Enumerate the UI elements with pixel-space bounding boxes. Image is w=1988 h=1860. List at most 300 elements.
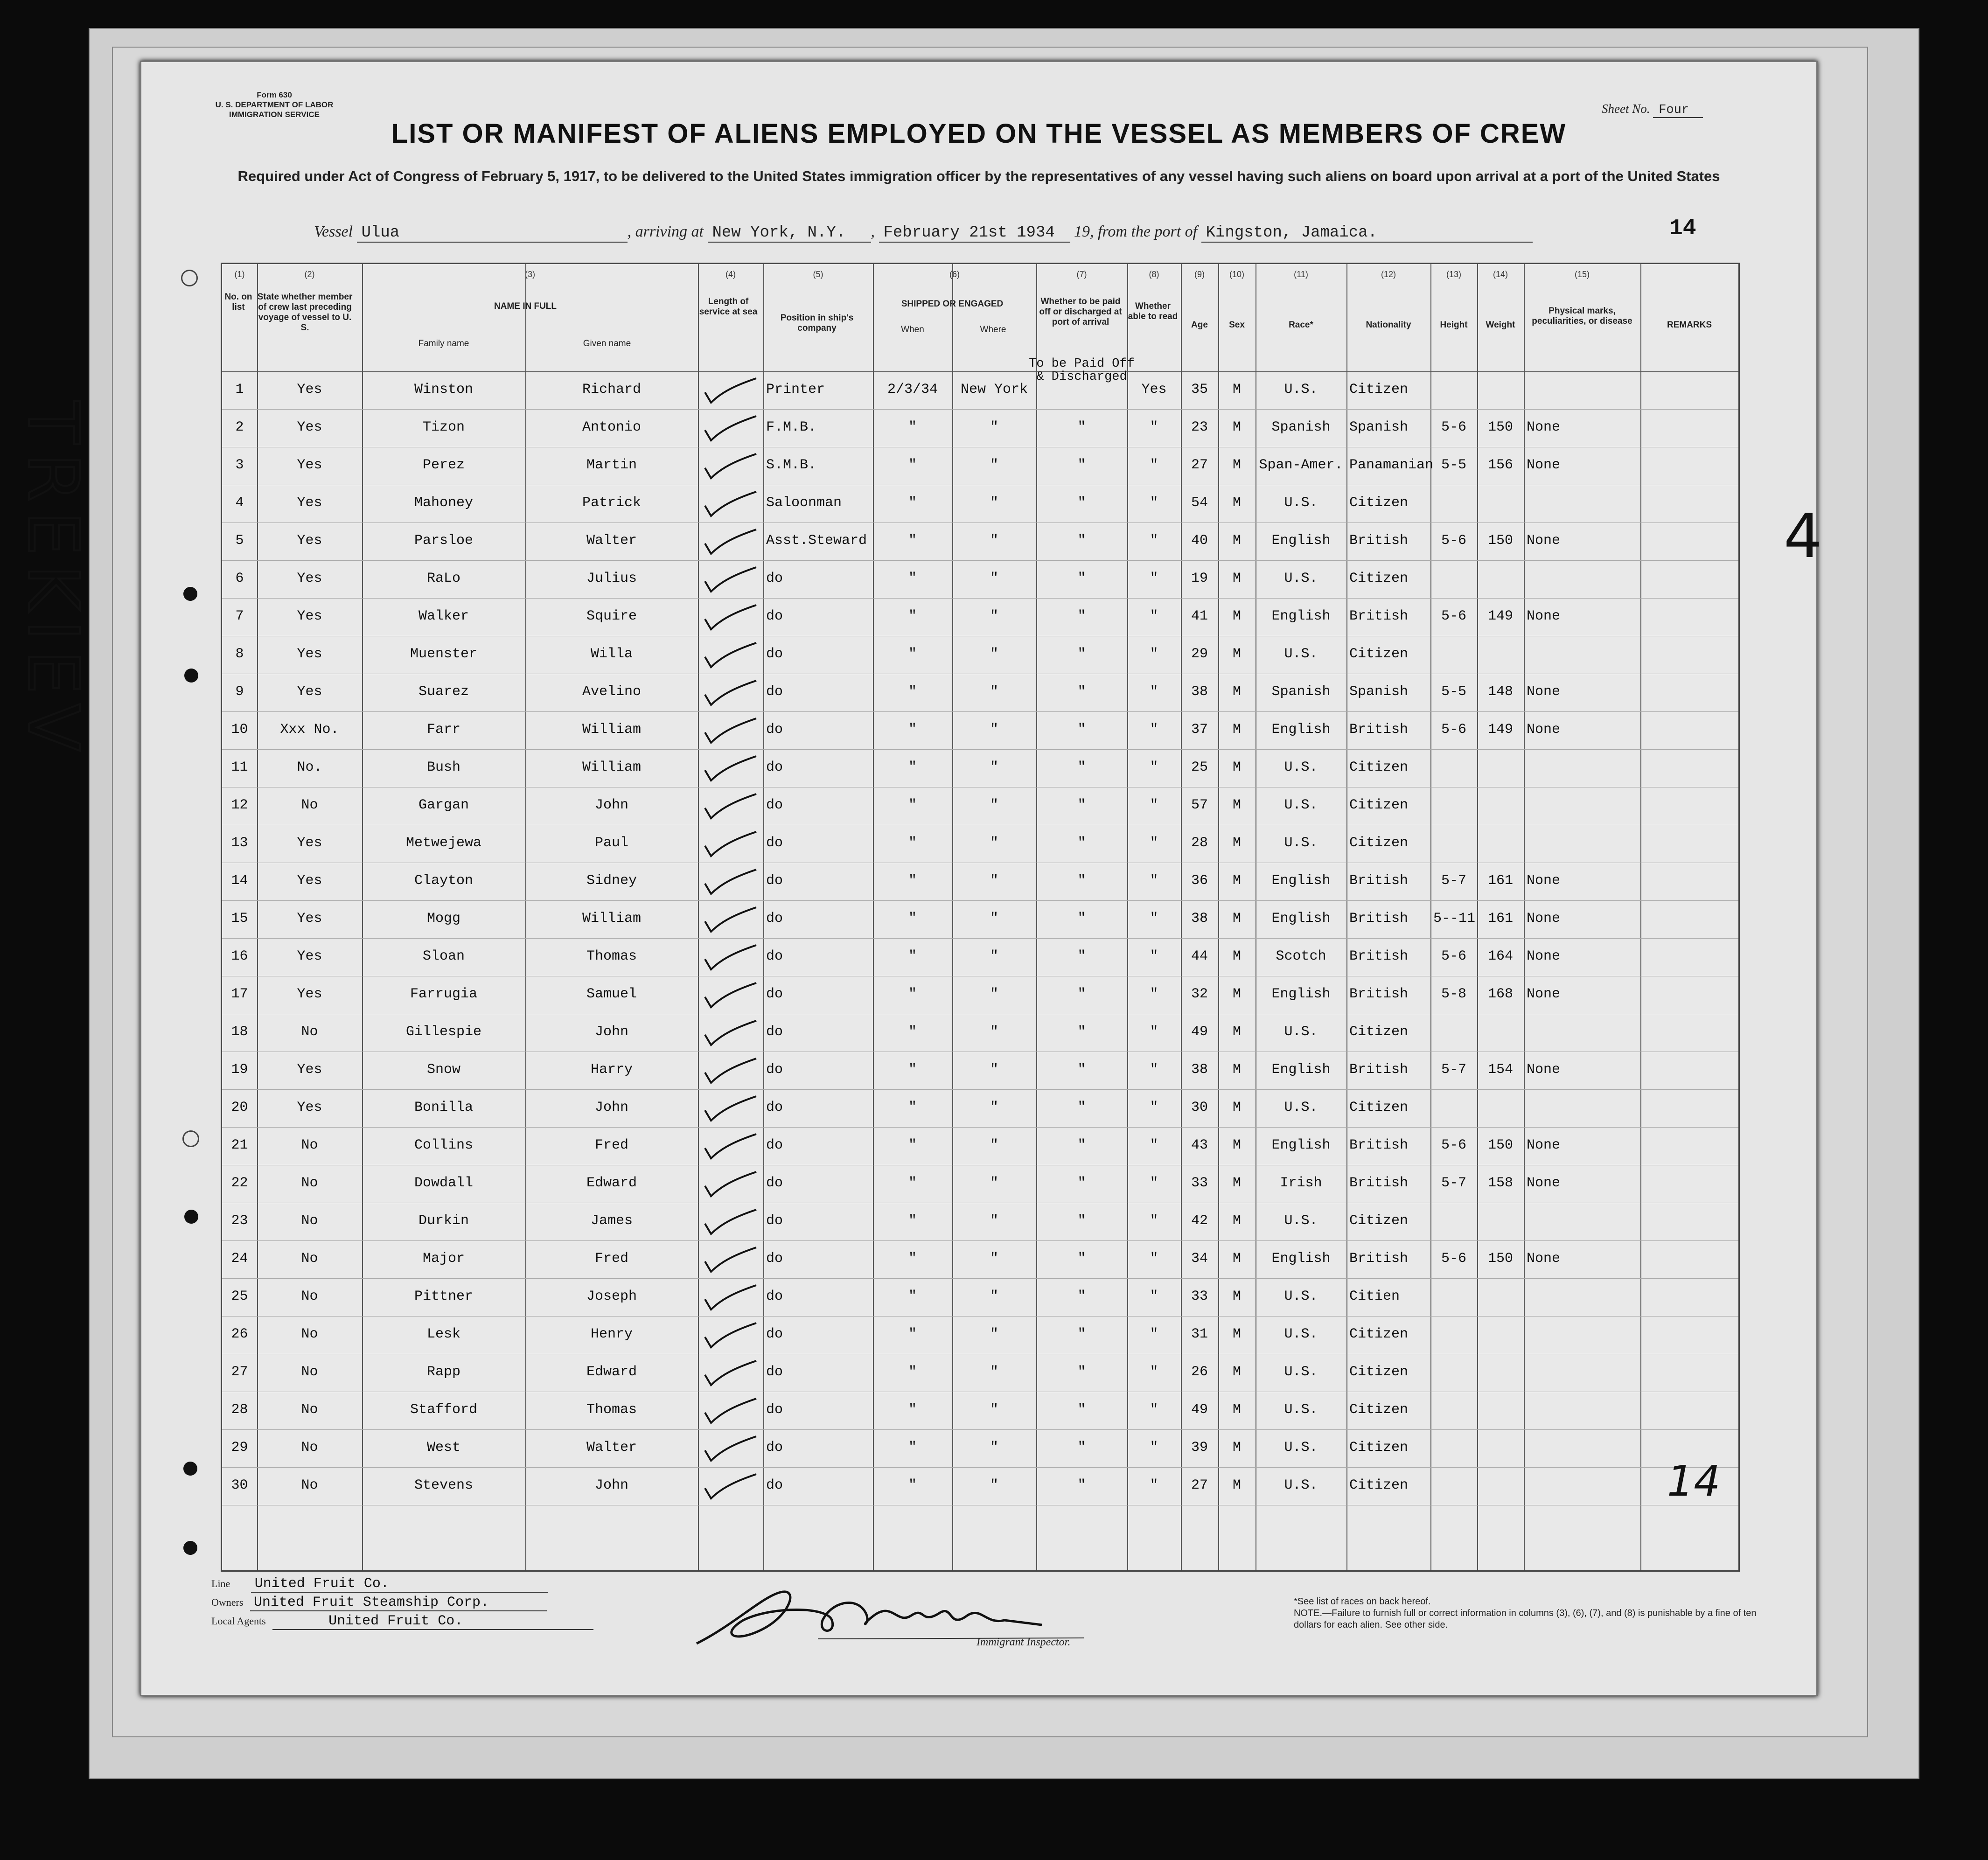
shipped-when-cell: " <box>908 911 917 927</box>
col-given-header: Given name <box>583 339 631 348</box>
sex-cell: M <box>1232 797 1241 813</box>
family-name-cell: Collins <box>414 1137 474 1153</box>
prev-voyage-cell: No <box>301 1137 318 1153</box>
family-name-cell: Dowdall <box>414 1175 474 1191</box>
shipped-where-cell: " <box>990 986 998 1002</box>
position-cell: do <box>766 1364 783 1380</box>
inspector-label: Immigrant Inspector. <box>977 1636 1071 1648</box>
age-cell: 29 <box>1191 646 1208 662</box>
column-number: (12) <box>1381 270 1396 279</box>
paid-off-cell: " <box>1077 608 1086 624</box>
race-cell: English <box>1271 533 1331 549</box>
row-divider <box>222 1429 1738 1430</box>
given-name-cell: William <box>582 759 642 775</box>
paid-off-cell: " <box>1077 1477 1086 1493</box>
given-name-cell: John <box>594 1024 628 1040</box>
age-cell: 34 <box>1191 1251 1208 1267</box>
row-number: 3 <box>235 457 244 473</box>
shipped-where-cell: " <box>990 911 998 927</box>
row-number: 27 <box>231 1364 248 1380</box>
row-divider <box>222 1278 1738 1279</box>
checkmark-icon <box>698 1318 759 1351</box>
shipped-when-cell: " <box>908 646 917 662</box>
shipped-where-cell: " <box>990 533 998 549</box>
shipped-when-cell: " <box>908 1364 917 1380</box>
margin-number: 4 <box>1784 501 1822 571</box>
physical-marks-cell: None <box>1527 911 1561 927</box>
physical-marks-cell: None <box>1527 533 1561 549</box>
race-cell: English <box>1271 1062 1331 1078</box>
column-divider <box>257 264 258 1570</box>
prev-voyage-cell: Yes <box>297 533 322 549</box>
sex-cell: M <box>1232 571 1241 586</box>
race-cell: Span-Amer. <box>1259 457 1343 473</box>
able-to-read-cell: " <box>1150 1477 1158 1493</box>
column-divider <box>952 264 953 1570</box>
nationality-cell: Citizen <box>1349 1364 1409 1380</box>
race-cell: U.S. <box>1284 1024 1318 1040</box>
shipped-where-cell: " <box>990 873 998 889</box>
family-name-cell: Pittner <box>414 1289 474 1304</box>
nationality-cell: Citizen <box>1349 646 1409 662</box>
sex-cell: M <box>1232 986 1241 1002</box>
physical-marks-cell: None <box>1527 1062 1561 1078</box>
race-cell: English <box>1271 1137 1331 1153</box>
checkmark-icon <box>698 1470 759 1502</box>
column-divider <box>1218 264 1219 1570</box>
prev-voyage-cell: Xxx No. <box>280 722 339 738</box>
nationality-cell: Citien <box>1349 1289 1400 1304</box>
able-to-read-cell: " <box>1150 457 1158 473</box>
position-cell: do <box>766 948 783 964</box>
able-to-read-cell: " <box>1150 533 1158 549</box>
row-divider <box>222 1089 1738 1090</box>
age-cell: 23 <box>1191 419 1208 435</box>
shipped-where-cell: " <box>990 419 998 435</box>
prev-voyage-cell: Yes <box>297 1062 322 1078</box>
shipped-when-cell: " <box>908 1326 917 1342</box>
paid-off-cell: " <box>1077 1251 1086 1267</box>
prev-voyage-cell: No. <box>297 759 322 775</box>
given-name-cell: Harry <box>590 1062 633 1078</box>
given-name-cell: John <box>594 1477 628 1493</box>
position-cell: do <box>766 684 783 700</box>
nationality-cell: British <box>1349 1251 1409 1267</box>
paid-off-cell: " <box>1077 1062 1086 1078</box>
row-number: 23 <box>231 1213 248 1229</box>
punch-hole <box>182 1130 199 1147</box>
able-to-read-cell: " <box>1150 1289 1158 1304</box>
age-cell: 57 <box>1191 797 1208 813</box>
column-number: (8) <box>1149 270 1159 279</box>
shipped-when-cell: " <box>908 1402 917 1418</box>
shipped-when-cell: 2/3/34 <box>887 382 938 397</box>
prev-voyage-cell: No <box>301 1024 318 1040</box>
row-number: 6 <box>235 571 244 586</box>
family-name-cell: Suarez <box>418 684 469 700</box>
family-name-cell: Stevens <box>414 1477 474 1493</box>
checkmark-icon <box>698 600 759 633</box>
department-name: U. S. DEPARTMENT OF LABOR <box>215 100 334 109</box>
service-name: IMMIGRATION SERVICE <box>229 110 320 119</box>
shipped-where-cell: " <box>990 722 998 738</box>
prev-voyage-cell: No <box>301 1326 318 1342</box>
column-number: (5) <box>813 270 823 279</box>
height-cell: 5--11 <box>1433 911 1476 927</box>
header-divider <box>222 371 1738 372</box>
paid-off-cell: " <box>1077 495 1086 511</box>
given-name-cell: Julius <box>586 571 637 586</box>
row-number: 22 <box>231 1175 248 1191</box>
age-cell: 37 <box>1191 722 1208 738</box>
given-name-cell: Fred <box>594 1137 628 1153</box>
shipped-where-cell: New York <box>960 382 1028 397</box>
shipped-when-cell: " <box>908 1100 917 1115</box>
paid-off-cell: " <box>1077 1364 1086 1380</box>
paid-off-cell: " <box>1077 646 1086 662</box>
row-number: 10 <box>231 722 248 738</box>
age-cell: 41 <box>1191 608 1208 624</box>
sex-cell: M <box>1232 382 1241 397</box>
race-cell: U.S. <box>1284 1440 1318 1456</box>
punch-hole <box>183 1541 197 1555</box>
age-cell: 25 <box>1191 759 1208 775</box>
column-number: (3) <box>525 270 535 279</box>
given-name-cell: Henry <box>590 1326 633 1342</box>
weight-cell: 150 <box>1487 533 1513 549</box>
age-cell: 49 <box>1191 1024 1208 1040</box>
given-name-cell: Thomas <box>586 1402 637 1418</box>
sex-cell: M <box>1232 835 1241 851</box>
race-cell: U.S. <box>1284 1326 1318 1342</box>
age-cell: 32 <box>1191 986 1208 1002</box>
prev-voyage-cell: No <box>301 1364 318 1380</box>
sex-cell: M <box>1232 419 1241 435</box>
able-to-read-cell: " <box>1150 759 1158 775</box>
shipped-where-cell: " <box>990 1289 998 1304</box>
nationality-cell: British <box>1349 1062 1409 1078</box>
family-name-cell: Mahoney <box>414 495 474 511</box>
checkmark-icon <box>698 1092 759 1124</box>
prev-voyage-cell: No <box>301 1440 318 1456</box>
position-cell: do <box>766 911 783 927</box>
shipped-where-cell: " <box>990 608 998 624</box>
physical-marks-cell: None <box>1527 986 1561 1002</box>
age-cell: 30 <box>1191 1100 1208 1115</box>
shipped-when-cell: " <box>908 1137 917 1153</box>
shipped-when-cell: " <box>908 948 917 964</box>
age-cell: 31 <box>1191 1326 1208 1342</box>
col-height-header: Height <box>1440 320 1468 330</box>
age-cell: 36 <box>1191 873 1208 889</box>
position-cell: F.M.B. <box>766 419 817 435</box>
age-cell: 33 <box>1191 1289 1208 1304</box>
row-number: 18 <box>231 1024 248 1040</box>
height-cell: 5-6 <box>1441 1137 1466 1153</box>
able-to-read-cell: " <box>1150 911 1158 927</box>
sheet-label: Sheet No. <box>1602 102 1650 116</box>
sex-cell: M <box>1232 608 1241 624</box>
position-cell: do <box>766 1402 783 1418</box>
punch-hole <box>184 1210 198 1224</box>
agents-value: United Fruit Co. <box>272 1613 593 1630</box>
row-number: 14 <box>231 873 248 889</box>
race-cell: U.S. <box>1284 646 1318 662</box>
nationality-cell: British <box>1349 533 1409 549</box>
owners-value: United Fruit Steamship Corp. <box>250 1595 547 1611</box>
given-name-cell: Squire <box>586 608 637 624</box>
arrival-port: New York, N.Y. <box>708 224 871 243</box>
col-paidoff-header: Whether to be paid off or discharged at port of arrival <box>1039 297 1122 327</box>
shipped-when-cell: " <box>908 1213 917 1229</box>
able-to-read-cell: " <box>1150 1024 1158 1040</box>
column-number: (4) <box>725 270 736 279</box>
age-cell: 27 <box>1191 457 1208 473</box>
race-cell: English <box>1271 986 1331 1002</box>
footer-note <box>1294 1596 1784 1631</box>
position-cell: do <box>766 986 783 1002</box>
sex-cell: M <box>1232 495 1241 511</box>
paid-off-cell: " <box>1077 1402 1086 1418</box>
prev-voyage-cell: No <box>301 1213 318 1229</box>
race-cell: U.S. <box>1284 759 1318 775</box>
position-cell: do <box>766 722 783 738</box>
col-family-header: Family name <box>418 339 469 348</box>
checkmark-icon <box>698 1016 759 1049</box>
shipped-when-cell: " <box>908 1062 917 1078</box>
position-cell: Saloonman <box>766 495 842 511</box>
nationality-cell: British <box>1349 873 1409 889</box>
vessel-label: Vessel <box>314 223 353 240</box>
given-name-cell: Paul <box>594 835 628 851</box>
shipped-where-cell: " <box>990 835 998 851</box>
row-divider <box>222 1240 1738 1241</box>
col-no-header: No. on list <box>224 292 252 312</box>
col-race-header: Race* <box>1289 320 1313 330</box>
physical-marks-cell: None <box>1527 684 1561 700</box>
race-cell: Spanish <box>1271 419 1331 435</box>
prev-voyage-cell: No <box>301 1289 318 1304</box>
col-nationality-header: Nationality <box>1366 320 1411 330</box>
row-number: 21 <box>231 1137 248 1153</box>
family-name-cell: Walker <box>418 608 469 624</box>
shipped-when-cell: " <box>908 533 917 549</box>
shipped-when-cell: " <box>908 835 917 851</box>
col-where-header: Where <box>980 325 1006 334</box>
given-name-cell: Walter <box>586 1440 637 1456</box>
race-cell: U.S. <box>1284 835 1318 851</box>
nationality-cell: Citizen <box>1349 797 1409 813</box>
sex-cell: M <box>1232 1137 1241 1153</box>
race-cell: English <box>1271 1251 1331 1267</box>
sheet-number <box>1602 102 1703 117</box>
row-number: 25 <box>231 1289 248 1304</box>
sex-cell: M <box>1232 1440 1241 1456</box>
nationality-cell: Citizen <box>1349 835 1409 851</box>
age-cell: 26 <box>1191 1364 1208 1380</box>
weight-cell: 148 <box>1487 684 1513 700</box>
checkmark-icon <box>698 1394 759 1427</box>
checkmark-icon <box>698 1167 759 1200</box>
column-divider <box>873 264 874 1570</box>
family-name-cell: Lesk <box>426 1326 460 1342</box>
paid-off-cell: " <box>1077 1024 1086 1040</box>
age-cell: 38 <box>1191 1062 1208 1078</box>
shipped-when-cell: " <box>908 873 917 889</box>
race-cell: English <box>1271 722 1331 738</box>
prev-voyage-cell: No <box>301 1175 318 1191</box>
row-divider <box>222 598 1738 599</box>
race-cell: U.S. <box>1284 1100 1318 1115</box>
row-number: 9 <box>235 684 244 700</box>
column-divider <box>1477 264 1478 1570</box>
family-name-cell: Tizon <box>422 419 465 435</box>
row-number: 15 <box>231 911 248 927</box>
height-cell: 5-8 <box>1441 986 1466 1002</box>
shipped-where-cell: " <box>990 1364 998 1380</box>
footer-owners-block <box>211 1576 678 1630</box>
height-cell: 5-6 <box>1441 419 1466 435</box>
shipped-where-cell: " <box>990 1100 998 1115</box>
checkmark-icon <box>698 1281 759 1313</box>
able-to-read-cell: " <box>1150 1251 1158 1267</box>
physical-marks-cell: None <box>1527 419 1561 435</box>
row-number: 12 <box>231 797 248 813</box>
shipped-where-cell: " <box>990 759 998 775</box>
shipped-when-cell: " <box>908 684 917 700</box>
checkmark-icon <box>698 1356 759 1389</box>
nationality-cell: British <box>1349 1175 1409 1191</box>
checkmark-icon <box>698 903 759 935</box>
row-number: 24 <box>231 1251 248 1267</box>
punch-hole <box>184 669 198 683</box>
paid-off-cell: " <box>1077 797 1086 813</box>
family-name-cell: Farr <box>426 722 460 738</box>
punch-hole <box>181 270 198 286</box>
able-to-read-cell: " <box>1150 608 1158 624</box>
col-read-header: Whether able to read <box>1128 301 1178 321</box>
race-cell: U.S. <box>1284 1213 1318 1229</box>
sex-cell: M <box>1232 1364 1241 1380</box>
paid-off-cell: " <box>1077 457 1086 473</box>
race-cell: English <box>1271 608 1331 624</box>
sex-cell: M <box>1232 1402 1241 1418</box>
penalty-note: NOTE.—Failure to furnish full or correct information in columns (3), (6), (7), and (8) is punishable by a fine of ten dollars for each alien. See other side. <box>1294 1608 1757 1630</box>
given-name-cell: Samuel <box>586 986 637 1002</box>
shipped-when-cell: " <box>908 495 917 511</box>
col-when-header: When <box>901 325 924 334</box>
able-to-read-cell: " <box>1150 986 1158 1002</box>
given-name-cell: Joseph <box>586 1289 637 1304</box>
paid-off-cell: " <box>1077 1326 1086 1342</box>
shipped-where-cell: " <box>990 1024 998 1040</box>
weight-cell: 149 <box>1487 608 1513 624</box>
prev-voyage-cell: Yes <box>297 382 322 397</box>
shipped-when-cell: " <box>908 759 917 775</box>
races-note: *See list of races on back hereof. <box>1294 1596 1431 1607</box>
family-name-cell: Bush <box>426 759 460 775</box>
position-cell: do <box>766 1289 783 1304</box>
family-name-cell: West <box>426 1440 460 1456</box>
shipped-when-cell: " <box>908 1251 917 1267</box>
able-to-read-cell: " <box>1150 948 1158 964</box>
able-to-read-cell: " <box>1150 1062 1158 1078</box>
shipped-where-cell: " <box>990 1175 998 1191</box>
nationality-cell: Citizen <box>1349 1024 1409 1040</box>
race-cell: U.S. <box>1284 1477 1318 1493</box>
family-name-cell: Gargan <box>418 797 469 813</box>
column-divider <box>1181 264 1182 1570</box>
position-cell: do <box>766 1100 783 1115</box>
race-cell: U.S. <box>1284 571 1318 586</box>
position-cell: do <box>766 646 783 662</box>
able-to-read-cell: " <box>1150 419 1158 435</box>
checkmark-icon <box>698 487 759 520</box>
weight-cell: 168 <box>1487 986 1513 1002</box>
checkmark-icon <box>698 1129 759 1162</box>
able-to-read-cell: " <box>1150 495 1158 511</box>
row-number: 30 <box>231 1477 248 1493</box>
position-cell: Asst.Steward <box>766 533 867 549</box>
shipped-when-cell: " <box>908 986 917 1002</box>
given-name-cell: Walter <box>586 533 637 549</box>
row-number: 16 <box>231 948 248 964</box>
checkmark-icon <box>698 714 759 746</box>
given-name-cell: John <box>594 1100 628 1115</box>
sex-cell: M <box>1232 1024 1241 1040</box>
checkmark-icon <box>698 449 759 482</box>
age-cell: 38 <box>1191 684 1208 700</box>
col-weight-header: Weight <box>1486 320 1515 330</box>
paid-off-cell: " <box>1077 1175 1086 1191</box>
position-cell: do <box>766 759 783 775</box>
page-title: LIST OR MANIFEST OF ALIENS EMPLOYED ON THE VESSEL AS MEMBERS OF CREW <box>391 118 1567 149</box>
family-name-cell: Gillespie <box>405 1024 482 1040</box>
col-position-header: Position in ship's company <box>780 313 854 333</box>
sex-cell: M <box>1232 1289 1241 1304</box>
shipped-when-cell: " <box>908 457 917 473</box>
given-name-cell: Edward <box>586 1175 637 1191</box>
given-name-cell: Martin <box>586 457 637 473</box>
prev-voyage-cell: Yes <box>297 835 322 851</box>
paid-off-cell: " <box>1077 722 1086 738</box>
row-number: 8 <box>235 646 244 662</box>
position-cell: do <box>766 1213 783 1229</box>
nationality-cell: Panamanian <box>1349 457 1434 473</box>
voyage-line: Vessel Ulua , arriving at New York, N.Y. , February 21st 1934 19, from the port of Kingston, Jamaica. <box>314 223 1830 243</box>
col-shipped-header: SHIPPED OR ENGAGED <box>901 299 1004 309</box>
nationality-cell: Citizen <box>1349 1440 1409 1456</box>
row-number: 17 <box>231 986 248 1002</box>
height-cell: 5-7 <box>1441 1062 1466 1078</box>
column-divider <box>1036 264 1037 1570</box>
vessel-name: Ulua <box>357 224 628 243</box>
nationality-cell: Spanish <box>1349 419 1409 435</box>
shipped-where-cell: " <box>990 684 998 700</box>
age-cell: 27 <box>1191 1477 1208 1493</box>
nationality-cell: British <box>1349 986 1409 1002</box>
shipped-where-cell: " <box>990 1402 998 1418</box>
race-cell: English <box>1271 873 1331 889</box>
position-cell: do <box>766 873 783 889</box>
prev-voyage-cell: Yes <box>297 873 322 889</box>
row-divider <box>222 522 1738 523</box>
given-name-cell: Avelino <box>582 684 642 700</box>
column-divider <box>1127 264 1128 1570</box>
paid-off-cell: " <box>1077 948 1086 964</box>
row-number: 1 <box>235 382 244 397</box>
page-subtitle: Required under Act of Congress of February 5, 1917, to be delivered to the United States immigration officer by the representatives of any vessel having such aliens on board upon arrival at a port of the United States <box>237 168 1720 184</box>
